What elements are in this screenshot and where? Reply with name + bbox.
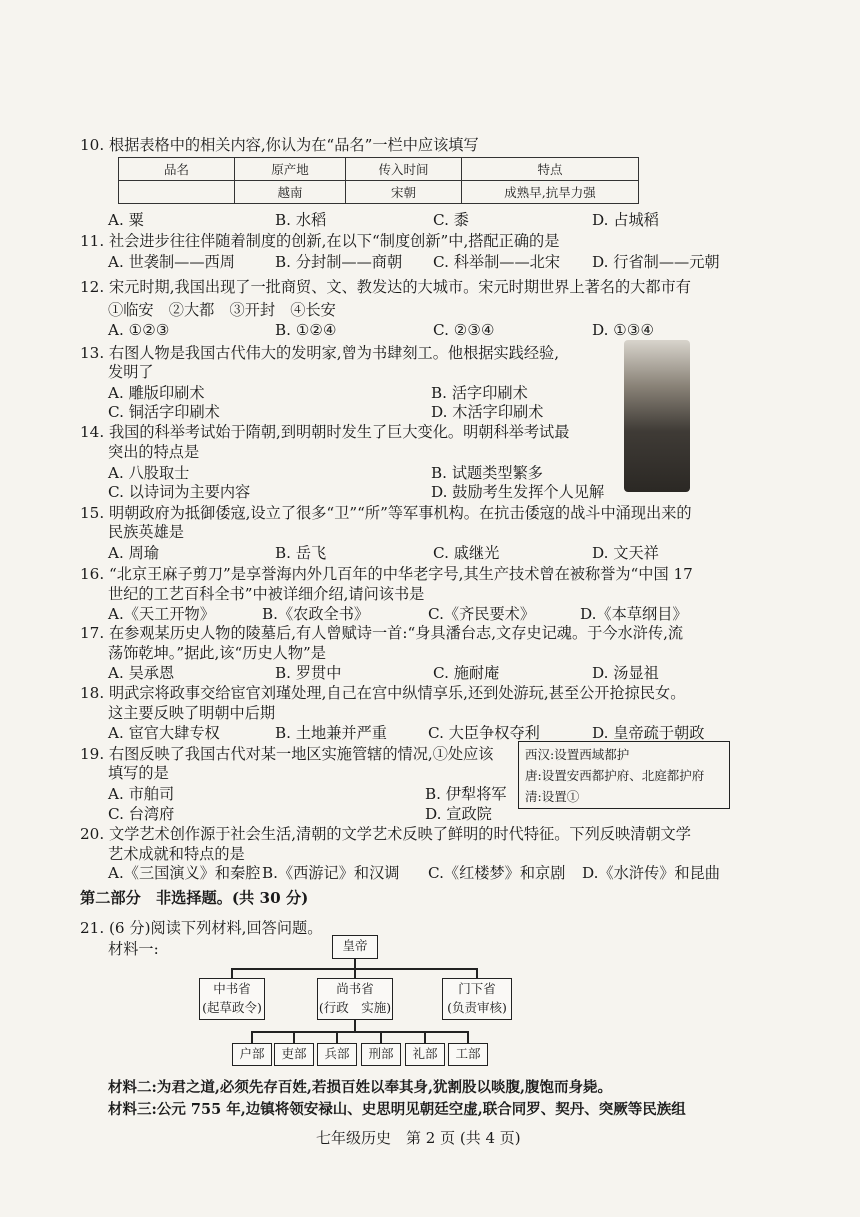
q10-option-c[interactable]: C. 黍 (433, 211, 469, 229)
q20-option-a[interactable]: A.《三国演义》和秦腔 (108, 864, 261, 882)
menxia-node (442, 978, 512, 1020)
inventor-portrait-image (624, 340, 690, 492)
q17-option-b[interactable]: B. 罗贯中 (275, 664, 342, 682)
box-line: 唐:设置安西都护府、北庭都护府 (525, 768, 705, 783)
connector (251, 1031, 467, 1033)
ministry-node-bing: 兵部 (317, 1043, 357, 1066)
ministry-node-li: 吏部 (274, 1043, 314, 1066)
table-cell: 越南 (235, 181, 346, 204)
q21-stem: 21. (6 分)阅读下列材料,回答问题。 (80, 919, 323, 937)
q13-option-c[interactable]: C. 铜活字印刷术 (108, 403, 220, 421)
table-header: 品名 (119, 158, 235, 181)
q13-option-a[interactable]: A. 雕版印刷术 (108, 384, 205, 402)
q18-option-a[interactable]: A. 宦官大肆专权 (108, 724, 220, 742)
q14-option-b[interactable]: B. 试题类型繁多 (431, 464, 543, 482)
table-header: 特点 (462, 158, 639, 181)
ministry-node-gong: 工部 (448, 1043, 488, 1066)
box-line: 清:设置① (525, 789, 580, 804)
q11-option-b[interactable]: B. 分封制——商朝 (275, 253, 403, 271)
q12-option-c[interactable]: C. ②③④ (433, 321, 495, 339)
table-header: 原产地 (235, 158, 346, 181)
q10-option-b[interactable]: B. 水稻 (275, 211, 327, 229)
q20-option-b[interactable]: B.《西游记》和汉调 (262, 864, 400, 882)
zhongshu-note: (起草政令) (202, 1000, 262, 1015)
material-three: 材料三:公元 755 年,边镇将领安禄山、史思明见朝廷空虚,联合同罗、契丹、突厥等民族组 (108, 1101, 686, 1118)
q15-stem-cont: 民族英雄是 (108, 523, 184, 541)
page-footer: 七年级历史 第 2 页 (共 4 页) (316, 1129, 521, 1147)
q19-option-d[interactable]: D. 宣政院 (425, 805, 492, 823)
q17-option-a[interactable]: A. 吴承恩 (108, 664, 175, 682)
q10-table (118, 157, 639, 204)
q16-stem-cont: 世纪的工艺百科全书”中被详细介绍,请问该书是 (108, 585, 425, 603)
q10-stem: 10. 根据表格中的相关内容,你认为在“品名”一栏中应该填写 (80, 136, 479, 154)
q13-stem: 13. 右图人物是我国古代伟大的发明家,曾为书肆刻工。他根据实践经验, (80, 344, 560, 362)
q18-option-b[interactable]: B. 土地兼并严重 (275, 724, 387, 742)
q13-option-d[interactable]: D. 木活字印刷术 (431, 403, 544, 421)
connector (231, 968, 233, 978)
q14-option-d[interactable]: D. 鼓励考生发挥个人见解 (431, 483, 605, 501)
connector (251, 1031, 253, 1043)
q18-option-c[interactable]: C. 大臣争权夺利 (428, 724, 540, 742)
q20-stem-cont: 艺术成就和特点的是 (108, 845, 245, 863)
q16-stem: 16. “北京王麻子剪刀”是享誉海内外几百年的中华老字号,其生产技术曾在被称誉为“中国 17 (80, 565, 693, 583)
zhongshu-node (199, 978, 265, 1020)
q15-option-b[interactable]: B. 岳飞 (275, 544, 327, 562)
ministry-node-xing: 刑部 (361, 1043, 401, 1066)
connector (476, 968, 478, 978)
q10-option-a[interactable]: A. 粟 (108, 211, 144, 229)
table-cell: 宋朝 (346, 181, 462, 204)
q11-option-d[interactable]: D. 行省制——元朝 (592, 253, 720, 271)
menxia-label: 门下省 (458, 981, 496, 996)
material-one-label: 材料一: (108, 940, 159, 958)
table-header: 传入时间 (346, 158, 462, 181)
q15-option-a[interactable]: A. 周瑜 (108, 544, 159, 562)
q11-option-c[interactable]: C. 科举制——北宋 (433, 253, 561, 271)
q20-stem: 20. 文学艺术创作源于社会生活,清朝的文学艺术反映了鲜明的时代特征。下列反映清朝文学 (80, 825, 691, 843)
q12-option-a[interactable]: A. ①②③ (108, 321, 170, 339)
q18-option-d[interactable]: D. 皇帝疏于朝政 (592, 724, 705, 742)
q15-stem: 15. 明朝政府为抵御倭寇,设立了很多“卫”“所”等军事机构。在抗击倭寇的战斗中涌现出来的 (80, 504, 692, 522)
box-line: 西汉:设置西域都护 (525, 747, 630, 762)
q18-stem-cont: 这主要反映了明朝中后期 (108, 704, 276, 722)
menxia-note: (负责审核) (447, 1000, 507, 1015)
q14-stem: 14. 我国的科举考试始于隋朝,到明朝时发生了巨大变化。明朝科举考试最 (80, 423, 570, 441)
table-cell: 成熟早,抗旱力强 (462, 181, 639, 204)
q14-option-c[interactable]: C. 以诗词为主要内容 (108, 483, 251, 501)
q19-stem-cont: 填写的是 (108, 764, 169, 782)
table-cell (119, 181, 235, 204)
q19-option-a[interactable]: A. 市舶司 (108, 785, 175, 803)
q17-option-d[interactable]: D. 汤显祖 (592, 664, 659, 682)
q17-option-c[interactable]: C. 施耐庵 (433, 664, 500, 682)
q10-option-d[interactable]: D. 占城稻 (592, 211, 659, 229)
emperor-node: 皇帝 (332, 935, 378, 959)
connector (380, 1031, 382, 1043)
q13-option-b[interactable]: B. 活字印刷术 (431, 384, 528, 402)
q19-stem: 19. 右图反映了我国古代对某一地区实施管辖的情况,①处应该 (80, 745, 494, 763)
connector (424, 1031, 426, 1043)
q16-option-a[interactable]: A.《天工开物》 (108, 605, 215, 623)
q13-stem-cont: 发明了 (108, 363, 154, 381)
q19-option-c[interactable]: C. 台湾府 (108, 805, 175, 823)
connector (293, 1031, 295, 1043)
shangshu-note: (行政 实施) (318, 1000, 392, 1015)
material-two: 材料二:为君之道,必须先存百姓,若损百姓以奉其身,犹割股以啖腹,腹饱而身毙。 (108, 1079, 613, 1096)
q11-option-a[interactable]: A. 世袭制——西周 (108, 253, 235, 271)
q12-option-d[interactable]: D. ①③④ (592, 321, 655, 339)
q16-option-d[interactable]: D.《本草纲目》 (580, 605, 688, 623)
q18-stem: 18. 明武宗将政事交给宦官刘瑾处理,自己在宫中纵情享乐,还到处游玩,甚至公开抢掠民女。 (80, 684, 686, 702)
q17-stem-cont: 荡饰乾坤。”据此,该“历史人物”是 (108, 644, 326, 662)
q15-option-c[interactable]: C. 戚继光 (433, 544, 500, 562)
q14-stem-cont: 突出的特点是 (108, 443, 200, 461)
connector (467, 1031, 469, 1043)
q19-info-box (518, 741, 730, 809)
zhongshu-label: 中书省 (213, 981, 251, 996)
q19-option-b[interactable]: B. 伊犁将军 (425, 785, 507, 803)
shangshu-node (317, 978, 393, 1020)
part-two-heading: 第二部分 非选择题。(共 30 分) (80, 889, 309, 907)
connector (336, 1031, 338, 1043)
q14-option-a[interactable]: A. 八股取士 (108, 464, 190, 482)
q20-option-c[interactable]: C.《红楼梦》和京剧 (428, 864, 566, 882)
connector (354, 968, 356, 978)
q12-stem: 12. 宋元时期,我国出现了一批商贸、文、教发达的大城市。宋元时期世界上著名的大都市有 (80, 278, 691, 296)
q12-option-b[interactable]: B. ①②④ (275, 321, 337, 339)
q12-items: ①临安 ②大都 ③开封 ④长安 (108, 301, 336, 319)
ministry-node-libu: 礼部 (405, 1043, 445, 1066)
ministry-node-hu: 户部 (232, 1043, 272, 1066)
q16-option-b[interactable]: B.《农政全书》 (262, 605, 370, 623)
q16-option-c[interactable]: C.《齐民要术》 (428, 605, 536, 623)
q17-stem: 17. 在参观某历史人物的陵墓后,有人曾赋诗一首:“身具潘台志,文存史记魂。于今水浒传,流 (80, 624, 684, 642)
q20-option-d[interactable]: D.《水浒传》和昆曲 (582, 864, 720, 882)
shangshu-label: 尚书省 (336, 981, 374, 996)
q11-stem: 11. 社会进步往往伴随着制度的创新,在以下“制度创新”中,搭配正确的是 (80, 232, 560, 250)
q15-option-d[interactable]: D. 文天祥 (592, 544, 659, 562)
